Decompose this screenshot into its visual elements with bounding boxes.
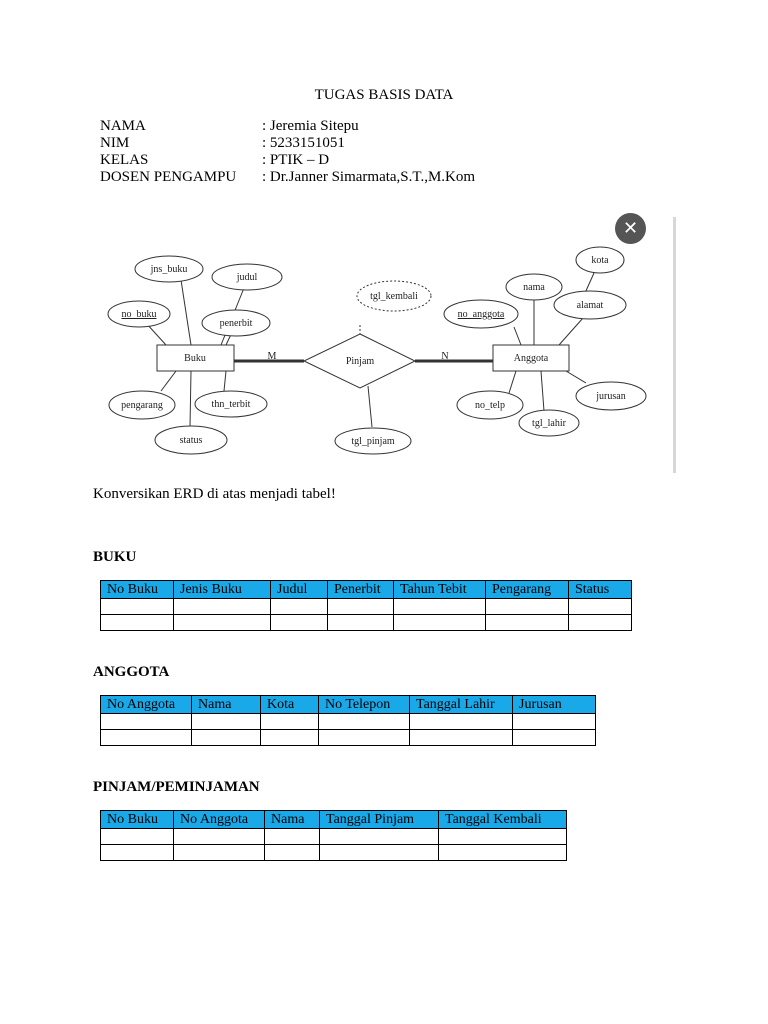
student-info xyxy=(100,118,475,186)
column-header: Tanggal Pinjam xyxy=(320,811,439,829)
table-row xyxy=(101,714,596,730)
attr-label: alamat xyxy=(576,300,604,311)
column-header: Status xyxy=(569,581,632,599)
link-line xyxy=(181,280,191,345)
link-line xyxy=(368,386,372,427)
column-header: No Telepon xyxy=(319,696,410,714)
column-header: Judul xyxy=(271,581,328,599)
info-label: KELAS xyxy=(100,152,149,168)
table-heading-pinjam: PINJAM/PEMINJAMAN xyxy=(93,779,260,795)
link-line xyxy=(161,371,176,391)
column-header: No Buku xyxy=(101,581,174,599)
table-heading-anggota: ANGGOTA xyxy=(93,664,170,680)
column-header: Jurusan xyxy=(513,696,596,714)
cardinality-left: M xyxy=(267,351,277,362)
link-line xyxy=(514,327,521,345)
info-label: NAMA xyxy=(100,118,146,134)
cardinality-right: N xyxy=(441,351,449,362)
attr-label: no_anggota xyxy=(457,309,505,320)
link-line xyxy=(566,371,586,383)
link-line xyxy=(224,371,226,391)
info-value: : Dr.Janner Simarmata,S.T.,M.Kom xyxy=(262,169,476,185)
column-header: Tahun Tebit xyxy=(394,581,486,599)
column-header: No Buku xyxy=(101,811,174,829)
attr-label: kota xyxy=(591,255,609,266)
column-header: Tanggal Lahir xyxy=(410,696,513,714)
close-icon[interactable]: ✕ xyxy=(615,213,646,244)
attr-label: jurusan xyxy=(596,391,626,402)
erd-diagram xyxy=(96,213,686,475)
info-row-nim xyxy=(100,135,475,152)
column-header: Penerbit xyxy=(328,581,394,599)
attr-label: tgl_kembali xyxy=(370,291,418,302)
attr-label: tgl_pinjam xyxy=(351,436,395,447)
attr-label: pengarang xyxy=(121,400,163,411)
table-header-row xyxy=(101,811,567,829)
table-pinjam xyxy=(100,810,567,861)
attr-label: thn_terbit xyxy=(211,399,251,410)
column-header: Kota xyxy=(261,696,319,714)
column-header: Pengarang xyxy=(486,581,569,599)
link-line xyxy=(585,273,594,293)
info-value: : 5233151051 xyxy=(262,135,345,151)
erd-svg xyxy=(96,213,686,475)
table-heading-buku: BUKU xyxy=(93,549,137,565)
info-value: : PTIK – D xyxy=(262,152,330,168)
link-line xyxy=(541,371,544,411)
column-header: Jenis Buku xyxy=(174,581,271,599)
attr-label: no_telp xyxy=(475,400,505,411)
column-header: No Anggota xyxy=(174,811,265,829)
table-row xyxy=(101,829,567,845)
column-header: Nama xyxy=(192,696,261,714)
attr-label: no_buku xyxy=(121,309,157,320)
attr-label: jns_buku xyxy=(150,264,188,275)
info-label: DOSEN PENGAMPU xyxy=(100,169,237,185)
attr-label: tgl_lahir xyxy=(532,418,566,429)
link-line xyxy=(190,371,191,427)
attr-label: penerbit xyxy=(219,318,253,329)
relationship-label: Pinjam xyxy=(345,356,375,367)
table-header-row xyxy=(101,696,596,714)
attr-label: judul xyxy=(236,272,258,283)
column-header: No Anggota xyxy=(101,696,192,714)
attr-label: nama xyxy=(523,282,545,293)
entity-label: Anggota xyxy=(513,353,549,364)
entity-label: Buku xyxy=(184,353,206,364)
table-row xyxy=(101,599,632,615)
info-row-kelas xyxy=(100,152,475,169)
link-line xyxy=(559,318,583,345)
info-row-dosen xyxy=(100,169,475,186)
info-label: NIM xyxy=(100,135,130,151)
table-anggota xyxy=(100,695,596,746)
column-header: Nama xyxy=(265,811,320,829)
table-row xyxy=(101,615,632,631)
instruction-text: Konversikan ERD di atas menjadi tabel! xyxy=(93,486,336,502)
link-line xyxy=(509,371,516,393)
table-row xyxy=(101,845,567,861)
table-row xyxy=(101,730,596,746)
table-buku xyxy=(100,580,632,631)
document-title: TUGAS BASIS DATA xyxy=(314,87,454,103)
info-value: : Jeremia Sitepu xyxy=(262,118,359,134)
table-header-row xyxy=(101,581,632,599)
info-row-nama xyxy=(100,118,475,135)
column-header: Tanggal Kembali xyxy=(439,811,567,829)
scrollbar-track[interactable] xyxy=(673,217,676,473)
attr-label: status xyxy=(179,435,203,446)
